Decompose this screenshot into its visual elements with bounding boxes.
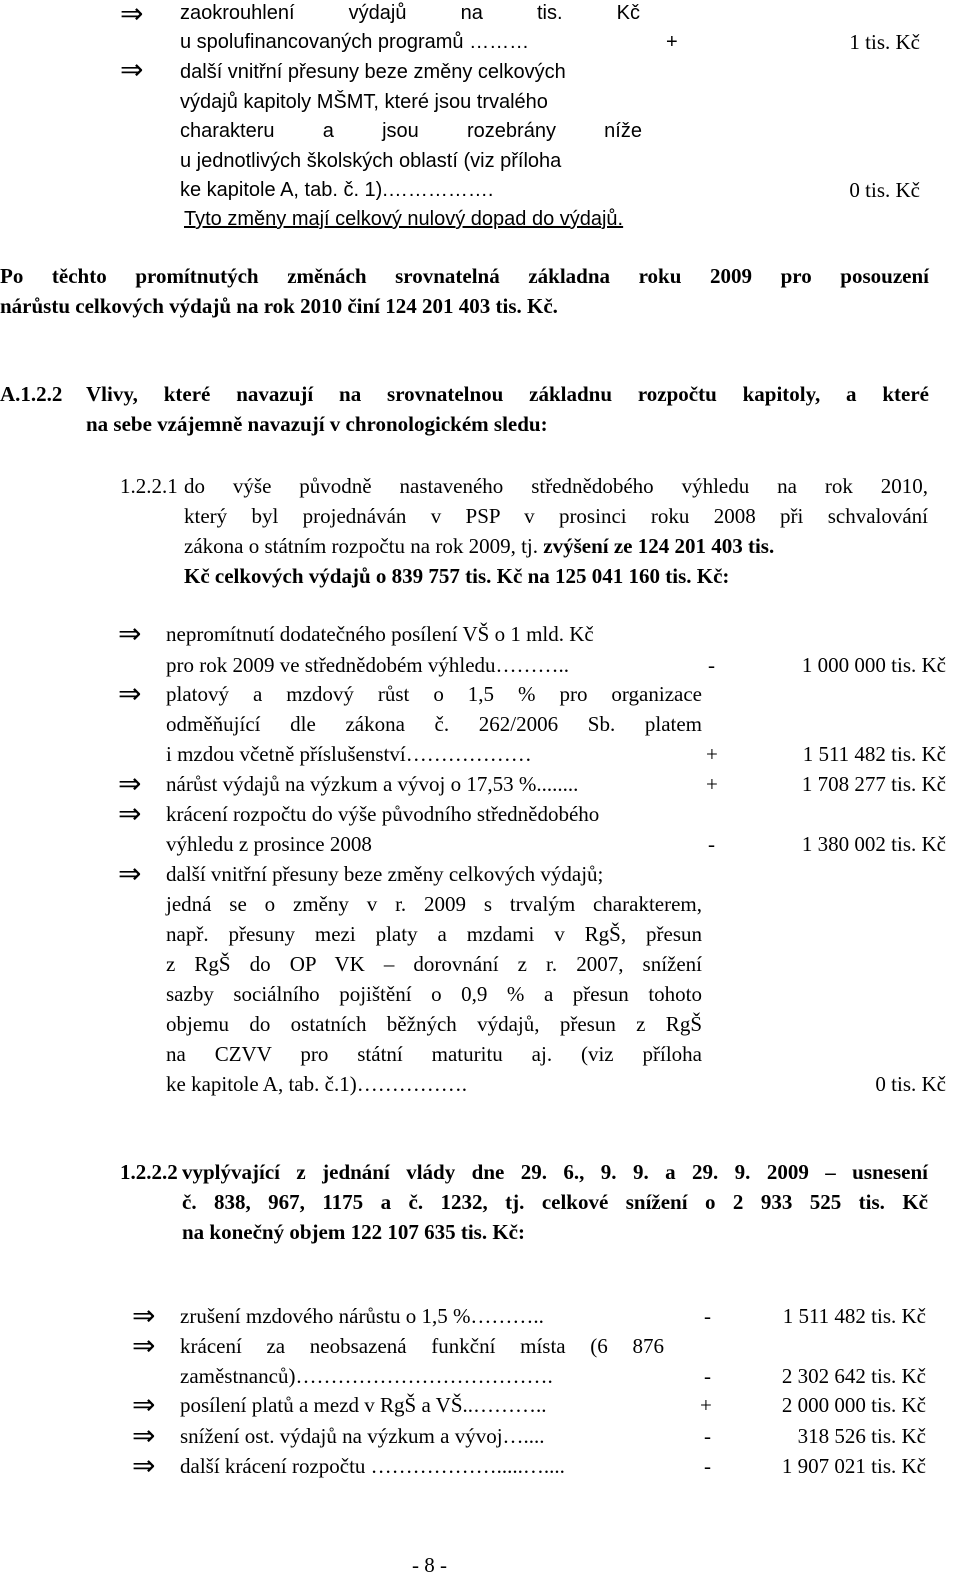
item-sign: + bbox=[666, 31, 678, 53]
heading-number: A.1.2.2 bbox=[0, 382, 63, 406]
implies-arrow-icon: ⇒ bbox=[118, 677, 142, 710]
implies-arrow-icon: ⇒ bbox=[120, 53, 144, 86]
item-sign: - bbox=[704, 1304, 711, 1328]
item-sign: - bbox=[708, 832, 715, 856]
implies-arrow-icon: ⇒ bbox=[120, 0, 144, 30]
item-line: u jednotlivých školských oblastí (viz příloha bbox=[180, 150, 562, 172]
item-line: objemu do ostatních běžných výdajů, přesun z RgŠ bbox=[166, 1012, 702, 1036]
item-line: nárůst výdajů na výzkum a vývoj o 17,53 %........ bbox=[166, 772, 579, 796]
item-line: krácení rozpočtu do výše původního střednědobého bbox=[166, 802, 600, 826]
page-number: - 8 - bbox=[412, 1553, 447, 1577]
subsection-line: na konečný objem 122 107 635 tis. Kč: bbox=[182, 1220, 525, 1244]
item-sign: - bbox=[704, 1424, 711, 1448]
heading-line: na sebe vzájemně navazují v chronologickém sledu: bbox=[86, 412, 548, 436]
implies-arrow-icon: ⇒ bbox=[132, 1419, 156, 1452]
item-sign: - bbox=[704, 1364, 711, 1388]
item-sign: - bbox=[704, 1454, 711, 1478]
implies-arrow-icon: ⇒ bbox=[118, 617, 142, 650]
item-line: sazby sociálního pojištění o 0,9 % a přesun tohoto bbox=[166, 982, 702, 1006]
item-amount: 1 380 002 tis. Kč bbox=[801, 832, 946, 856]
item-line: výhledu z prosince 2008 bbox=[166, 832, 372, 856]
item-line: zaokrouhlení výdajů na tis. Kč bbox=[180, 2, 640, 24]
item-line: posílení platů a mezd v RgŠ a VŠ..……….. bbox=[180, 1393, 547, 1417]
item-line: např. přesuny mezi platy a mzdami v RgŠ, přesun bbox=[166, 922, 702, 946]
item-amount: 1 tis. Kč bbox=[849, 30, 920, 54]
item-line: odměňující dle zákona č. 262/2006 Sb. platem bbox=[166, 712, 702, 736]
item-amount: 1 708 277 tis. Kč bbox=[801, 772, 946, 796]
item-amount: 0 tis. Kč bbox=[875, 1072, 946, 1096]
item-line: další vnitřní přesuny beze změny celkových výdajů; bbox=[166, 862, 604, 886]
item-amount: 1 511 482 tis. Kč bbox=[782, 1304, 926, 1328]
summary-line: nárůstu celkových výdajů na rok 2010 činí 124 201 403 tis. Kč. bbox=[0, 294, 558, 318]
item-sign: - bbox=[708, 653, 715, 677]
item-line: další vnitřní přesuny beze změny celkových bbox=[180, 61, 566, 83]
item-amount: 1 000 000 tis. Kč bbox=[801, 653, 946, 677]
item-line: ke kapitole A, tab. č. 1).……………. bbox=[180, 179, 494, 201]
subsection-line: který byl projednáván v PSP v prosinci roku 2008 při schvalování bbox=[184, 504, 928, 528]
subsection-text: zákona o státním rozpočtu na rok 2009, tj. bbox=[184, 534, 538, 558]
implies-arrow-icon: ⇒ bbox=[118, 767, 142, 800]
item-line: nepromítnutí dodatečného posílení VŠ o 1 mld. Kč bbox=[166, 622, 594, 646]
item-line: i mzdou včetně příslušenství……………… bbox=[166, 742, 532, 766]
item-line: zaměstnanců)………………………………. bbox=[180, 1364, 553, 1388]
item-sign: + bbox=[706, 742, 718, 766]
implies-arrow-icon: ⇒ bbox=[132, 1329, 156, 1362]
summary-line: Po těchto promítnutých změnách srovnatelná základna roku 2009 pro posouzení bbox=[0, 264, 929, 288]
section-note: Tyto změny mají celkový nulový dopad do výdajů. bbox=[184, 208, 624, 230]
item-line: snížení ost. výdajů na výzkum a vývoj….... bbox=[180, 1424, 545, 1448]
item-line: další krácení rozpočtu ……………….....….... bbox=[180, 1454, 565, 1478]
implies-arrow-icon: ⇒ bbox=[118, 797, 142, 830]
item-line: pro rok 2009 ve střednědobém výhledu……….. bbox=[166, 653, 570, 677]
item-line: výdajů kapitoly MŠMT, které jsou trvalého bbox=[180, 91, 548, 113]
item-amount: 2 302 642 tis. Kč bbox=[781, 1364, 926, 1388]
implies-arrow-icon: ⇒ bbox=[132, 1449, 156, 1482]
heading-line: Vlivy, které navazují na srovnatelnou základnu rozpočtu kapitoly, a které bbox=[86, 382, 929, 406]
item-amount: 1 511 482 tis. Kč bbox=[802, 742, 946, 766]
implies-arrow-icon: ⇒ bbox=[118, 857, 142, 890]
item-sign: + bbox=[706, 772, 718, 796]
item-line: u spolufinancovaných programů ……… bbox=[180, 31, 530, 53]
subsection-number: 1.2.2.2 bbox=[120, 1160, 178, 1184]
subsection-line bbox=[184, 536, 774, 557]
item-line: na CZVV pro státní maturitu aj. (viz příloha bbox=[166, 1042, 702, 1066]
subsection-line: č. 838, 967, 1175 a č. 1232, tj. celkové snížení o 2 933 525 tis. Kč bbox=[182, 1190, 928, 1214]
subsection-number: 1.2.2.1 bbox=[120, 474, 178, 498]
item-line: platový a mzdový růst o 1,5 % pro organizace bbox=[166, 682, 702, 706]
item-amount: 318 526 tis. Kč bbox=[797, 1424, 926, 1448]
item-line: charakteru a jsou rozebrány níže bbox=[180, 120, 642, 142]
implies-arrow-icon: ⇒ bbox=[132, 1299, 156, 1332]
item-line: jedná se o změny v r. 2009 s trvalým charakterem, bbox=[166, 892, 702, 916]
item-amount: 0 tis. Kč bbox=[849, 178, 920, 202]
subsection-line: do výše původně nastaveného střednědobého výhledu na rok 2010, bbox=[184, 474, 928, 498]
item-amount: 1 907 021 tis. Kč bbox=[781, 1454, 926, 1478]
item-line: ke kapitole A, tab. č.1)……………. bbox=[166, 1072, 467, 1096]
subsection-line: vyplývající z jednání vlády dne 29. 6., 9. 9. a 29. 9. 2009 – usnesení bbox=[182, 1160, 928, 1184]
subsection-line: Kč celkových výdajů o 839 757 tis. Kč na 125 041 160 tis. Kč: bbox=[184, 564, 730, 588]
item-sign: + bbox=[700, 1393, 712, 1417]
item-line: z RgŠ do OP VK – dorovnání z r. 2007, snížení bbox=[166, 952, 702, 976]
subsection-bold-text: zvýšení ze 124 201 403 tis. bbox=[543, 534, 775, 558]
item-line: zrušení mzdového nárůstu o 1,5 %……….. bbox=[180, 1304, 544, 1328]
implies-arrow-icon: ⇒ bbox=[132, 1388, 156, 1421]
item-amount: 2 000 000 tis. Kč bbox=[781, 1393, 926, 1417]
item-line: krácení za neobsazená funkční místa (6 876 bbox=[180, 1334, 664, 1358]
